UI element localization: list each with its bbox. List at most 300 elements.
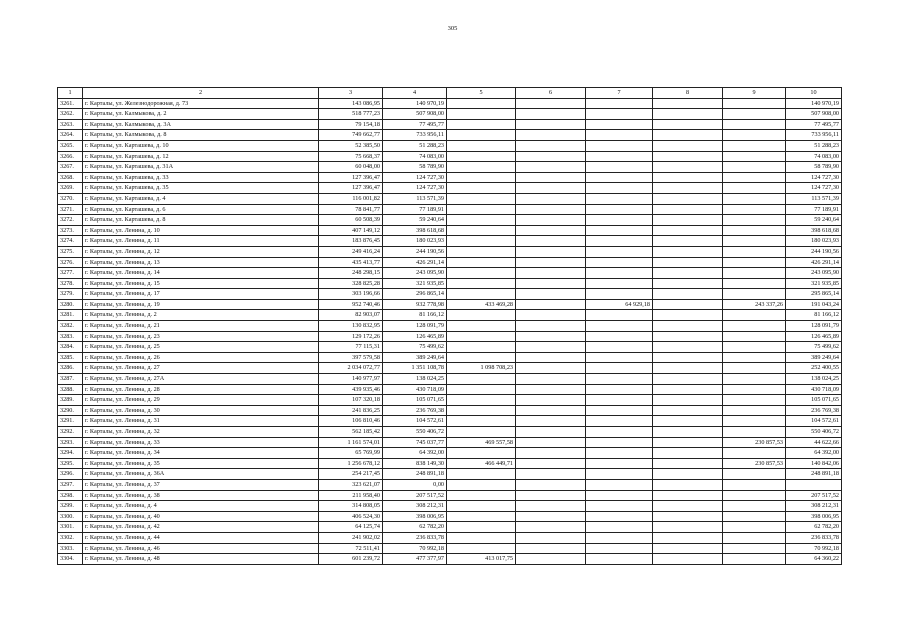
- row-number-cell: 3279.: [58, 289, 83, 300]
- value-col-5-cell: [447, 119, 516, 130]
- address-cell: г. Карталы, ул. Ленина, д. 48: [83, 554, 319, 565]
- value-col-3-cell: 72 511,41: [319, 543, 383, 554]
- address-cell: г. Карталы, ул. Ленина, д. 4: [83, 501, 319, 512]
- value-col-7-cell: [586, 374, 653, 385]
- value-col-5-cell: [447, 162, 516, 173]
- row-number-cell: 3304.: [58, 554, 83, 565]
- value-col-9-cell: [723, 543, 786, 554]
- value-col-3-cell: 82 903,07: [319, 310, 383, 321]
- address-cell: г. Карталы, ул. Ленина, д. 25: [83, 342, 319, 353]
- value-col-3-cell: 518 777,23: [319, 109, 383, 120]
- value-col-3-cell: 78 841,77: [319, 204, 383, 215]
- value-col-4-cell: 838 149,30: [383, 458, 447, 469]
- address-cell: г. Карталы, ул. Ленина, д. 15: [83, 278, 319, 289]
- row-number-cell: 3293.: [58, 437, 83, 448]
- value-col-5-cell: [447, 427, 516, 438]
- value-col-6-cell: [516, 246, 586, 257]
- table-row: [58, 458, 842, 469]
- value-col-5-cell: [447, 522, 516, 533]
- value-col-7-cell: [586, 289, 653, 300]
- value-col-4-cell: 398 006,95: [383, 511, 447, 522]
- value-col-3-cell: 1 256 678,12: [319, 458, 383, 469]
- value-col-5-cell: [447, 225, 516, 236]
- table-row: [58, 278, 842, 289]
- value-col-6-cell: [516, 543, 586, 554]
- value-col-7-cell: [586, 554, 653, 565]
- address-cell: г. Карталы, ул. Железнодорожная, д. 73: [83, 98, 319, 109]
- table-row: [58, 543, 842, 554]
- value-col-10-cell: 140 970,19: [786, 98, 842, 109]
- row-number-cell: 3263.: [58, 119, 83, 130]
- address-cell: г. Карталы, ул. Ленина, д. 13: [83, 257, 319, 268]
- value-col-9-cell: [723, 352, 786, 363]
- value-col-6-cell: [516, 130, 586, 141]
- table-row: [58, 162, 842, 173]
- value-col-4-cell: 124 727,30: [383, 172, 447, 183]
- value-col-7-cell: [586, 109, 653, 120]
- value-col-7-cell: [586, 98, 653, 109]
- value-col-4-cell: 243 095,90: [383, 268, 447, 279]
- value-col-4-cell: 389 249,64: [383, 352, 447, 363]
- value-col-9-cell: 243 337,26: [723, 299, 786, 310]
- value-col-7-cell: [586, 257, 653, 268]
- row-number-cell: 3300.: [58, 511, 83, 522]
- value-col-4-cell: 77 495,77: [383, 119, 447, 130]
- row-number-cell: 3261.: [58, 98, 83, 109]
- value-col-5-cell: [447, 151, 516, 162]
- value-col-3-cell: 127 396,47: [319, 183, 383, 194]
- value-col-4-cell: 59 240,64: [383, 215, 447, 226]
- value-col-6-cell: [516, 109, 586, 120]
- table-row: [58, 479, 842, 490]
- value-col-3-cell: 140 977,97: [319, 374, 383, 385]
- value-col-10-cell: 236 833,78: [786, 532, 842, 543]
- column-header-8: 8: [653, 88, 723, 99]
- row-number-cell: 3299.: [58, 501, 83, 512]
- address-cell: г. Карталы, ул. Ленина, д. 34: [83, 448, 319, 459]
- table-row: [58, 469, 842, 480]
- value-col-5-cell: [447, 268, 516, 279]
- table-row: [58, 98, 842, 109]
- value-col-10-cell: 733 956,11: [786, 130, 842, 141]
- value-col-10-cell: 398 006,95: [786, 511, 842, 522]
- value-col-4-cell: 932 778,98: [383, 299, 447, 310]
- value-col-9-cell: [723, 289, 786, 300]
- value-col-7-cell: [586, 130, 653, 141]
- table-row: [58, 236, 842, 247]
- address-cell: г. Карталы, ул. Ленина, д. 42: [83, 522, 319, 533]
- row-number-cell: 3272.: [58, 215, 83, 226]
- value-col-6-cell: [516, 427, 586, 438]
- address-cell: г. Карталы, ул. Ленина, д. 31: [83, 416, 319, 427]
- registry-table: [57, 87, 842, 565]
- value-col-9-cell: [723, 183, 786, 194]
- row-number-cell: 3297.: [58, 479, 83, 490]
- address-cell: г. Карталы, ул. Ленина, д. 38: [83, 490, 319, 501]
- value-col-9-cell: [723, 490, 786, 501]
- row-number-cell: 3271.: [58, 204, 83, 215]
- value-col-7-cell: [586, 204, 653, 215]
- value-col-9-cell: [723, 215, 786, 226]
- value-col-3-cell: 64 125,74: [319, 522, 383, 533]
- table-row: [58, 289, 842, 300]
- value-col-5-cell: [447, 384, 516, 395]
- row-number-cell: 3291.: [58, 416, 83, 427]
- value-col-5-cell: [447, 342, 516, 353]
- value-col-7-cell: [586, 501, 653, 512]
- value-col-3-cell: 406 524,30: [319, 511, 383, 522]
- value-col-8-cell: [653, 469, 723, 480]
- address-cell: г. Карталы, ул. Ленина, д. 35: [83, 458, 319, 469]
- value-col-6-cell: [516, 374, 586, 385]
- value-col-6-cell: [516, 384, 586, 395]
- row-number-cell: 3262.: [58, 109, 83, 120]
- table-row: [58, 257, 842, 268]
- value-col-3-cell: 65 769,99: [319, 448, 383, 459]
- value-col-7-cell: [586, 140, 653, 151]
- value-col-7-cell: [586, 119, 653, 130]
- value-col-4-cell: 550 406,72: [383, 427, 447, 438]
- value-col-5-cell: [447, 395, 516, 406]
- value-col-6-cell: [516, 501, 586, 512]
- value-col-8-cell: [653, 448, 723, 459]
- address-cell: г. Карталы, ул. Ленина, д. 36А: [83, 469, 319, 480]
- value-col-3-cell: 183 876,45: [319, 236, 383, 247]
- value-col-4-cell: 62 782,20: [383, 522, 447, 533]
- value-col-5-cell: 469 557,58: [447, 437, 516, 448]
- row-number-cell: 3284.: [58, 342, 83, 353]
- value-col-8-cell: [653, 193, 723, 204]
- value-col-8-cell: [653, 268, 723, 279]
- value-col-6-cell: [516, 204, 586, 215]
- value-col-6-cell: [516, 278, 586, 289]
- value-col-8-cell: [653, 162, 723, 173]
- value-col-9-cell: [723, 511, 786, 522]
- table-row: [58, 532, 842, 543]
- address-cell: г. Карталы, ул. Карташева, д. 10: [83, 140, 319, 151]
- value-col-9-cell: [723, 257, 786, 268]
- value-col-7-cell: [586, 384, 653, 395]
- value-col-5-cell: [447, 490, 516, 501]
- value-col-4-cell: 77 189,91: [383, 204, 447, 215]
- value-col-7-cell: [586, 215, 653, 226]
- value-col-9-cell: [723, 193, 786, 204]
- table-row: [58, 554, 842, 565]
- value-col-4-cell: 113 571,39: [383, 193, 447, 204]
- value-col-5-cell: [447, 98, 516, 109]
- value-col-5-cell: 1 098 708,23: [447, 363, 516, 374]
- address-cell: г. Карталы, ул. Ленина, д. 27: [83, 363, 319, 374]
- row-number-cell: 3285.: [58, 352, 83, 363]
- value-col-7-cell: [586, 458, 653, 469]
- address-cell: г. Карталы, ул. Ленина, д. 32: [83, 427, 319, 438]
- value-col-10-cell: 191 043,24: [786, 299, 842, 310]
- value-col-8-cell: [653, 511, 723, 522]
- value-col-10-cell: 236 769,38: [786, 405, 842, 416]
- value-col-3-cell: 60 508,39: [319, 215, 383, 226]
- address-cell: г. Карталы, ул. Калмыкова, д. 3А: [83, 119, 319, 130]
- value-col-10-cell: 64 360,22: [786, 554, 842, 565]
- value-col-8-cell: [653, 374, 723, 385]
- value-col-6-cell: [516, 236, 586, 247]
- value-col-4-cell: 51 288,23: [383, 140, 447, 151]
- value-col-8-cell: [653, 384, 723, 395]
- address-cell: г. Карталы, ул. Карташева, д. 35: [83, 183, 319, 194]
- value-col-7-cell: [586, 437, 653, 448]
- value-col-8-cell: [653, 225, 723, 236]
- value-col-7-cell: [586, 363, 653, 374]
- value-col-8-cell: [653, 437, 723, 448]
- value-col-7-cell: [586, 310, 653, 321]
- address-cell: г. Карталы, ул. Ленина, д. 30: [83, 405, 319, 416]
- value-col-4-cell: 74 083,00: [383, 151, 447, 162]
- value-col-4-cell: 138 024,25: [383, 374, 447, 385]
- value-col-5-cell: [447, 257, 516, 268]
- value-col-6-cell: [516, 289, 586, 300]
- value-col-3-cell: 314 808,05: [319, 501, 383, 512]
- value-col-9-cell: [723, 395, 786, 406]
- value-col-5-cell: [447, 501, 516, 512]
- table-row: [58, 416, 842, 427]
- value-col-9-cell: 230 857,53: [723, 437, 786, 448]
- value-col-10-cell: 113 571,39: [786, 193, 842, 204]
- value-col-10-cell: 105 071,65: [786, 395, 842, 406]
- value-col-4-cell: 308 212,31: [383, 501, 447, 512]
- table-row: [58, 193, 842, 204]
- value-col-9-cell: [723, 172, 786, 183]
- value-col-9-cell: [723, 204, 786, 215]
- value-col-7-cell: [586, 183, 653, 194]
- value-col-10-cell: 104 572,61: [786, 416, 842, 427]
- value-col-5-cell: [447, 543, 516, 554]
- column-header-1: 1: [58, 88, 83, 99]
- value-col-7-cell: [586, 342, 653, 353]
- value-col-9-cell: [723, 236, 786, 247]
- value-col-9-cell: [723, 310, 786, 321]
- value-col-8-cell: [653, 479, 723, 490]
- value-col-3-cell: 439 935,46: [319, 384, 383, 395]
- value-col-9-cell: [723, 384, 786, 395]
- value-col-7-cell: [586, 522, 653, 533]
- table-row: [58, 395, 842, 406]
- value-col-8-cell: [653, 299, 723, 310]
- value-col-5-cell: [447, 204, 516, 215]
- table-row: [58, 109, 842, 120]
- value-col-8-cell: [653, 458, 723, 469]
- value-col-8-cell: [653, 257, 723, 268]
- value-col-8-cell: [653, 342, 723, 353]
- value-col-7-cell: [586, 172, 653, 183]
- address-cell: г. Карталы, ул. Ленина, д. 23: [83, 331, 319, 342]
- address-cell: г. Карталы, ул. Ленина, д. 17: [83, 289, 319, 300]
- value-col-4-cell: 75 499,62: [383, 342, 447, 353]
- value-col-10-cell: 389 249,64: [786, 352, 842, 363]
- value-col-7-cell: [586, 331, 653, 342]
- value-col-10-cell: 180 023,93: [786, 236, 842, 247]
- value-col-6-cell: [516, 119, 586, 130]
- address-cell: г. Карталы, ул. Карташева, д. 31А: [83, 162, 319, 173]
- value-col-5-cell: [447, 236, 516, 247]
- value-col-4-cell: 105 071,65: [383, 395, 447, 406]
- address-cell: г. Карталы, ул. Ленина, д. 27А: [83, 374, 319, 385]
- table-row: [58, 490, 842, 501]
- value-col-7-cell: [586, 278, 653, 289]
- row-number-cell: 3298.: [58, 490, 83, 501]
- value-col-4-cell: 128 091,79: [383, 321, 447, 332]
- table-row: [58, 522, 842, 533]
- value-col-9-cell: [723, 427, 786, 438]
- value-col-8-cell: [653, 352, 723, 363]
- value-col-6-cell: [516, 98, 586, 109]
- value-col-7-cell: [586, 193, 653, 204]
- value-col-4-cell: 398 618,68: [383, 225, 447, 236]
- value-col-5-cell: [447, 321, 516, 332]
- row-number-cell: 3288.: [58, 384, 83, 395]
- value-col-7-cell: [586, 490, 653, 501]
- value-col-10-cell: 77 495,77: [786, 119, 842, 130]
- value-col-9-cell: [723, 268, 786, 279]
- address-cell: г. Карталы, ул. Ленина, д. 12: [83, 246, 319, 257]
- value-col-3-cell: 2 034 072,77: [319, 363, 383, 374]
- value-col-8-cell: [653, 278, 723, 289]
- value-col-4-cell: 430 718,09: [383, 384, 447, 395]
- value-col-7-cell: [586, 395, 653, 406]
- value-col-8-cell: [653, 405, 723, 416]
- value-col-9-cell: [723, 130, 786, 141]
- value-col-7-cell: [586, 352, 653, 363]
- address-cell: г. Карталы, ул. Ленина, д. 26: [83, 352, 319, 363]
- row-number-cell: 3270.: [58, 193, 83, 204]
- address-cell: г. Карталы, ул. Ленина, д. 44: [83, 532, 319, 543]
- table-row: [58, 352, 842, 363]
- value-col-10-cell: 507 908,00: [786, 109, 842, 120]
- address-cell: г. Карталы, ул. Ленина, д. 11: [83, 236, 319, 247]
- value-col-8-cell: [653, 532, 723, 543]
- row-number-cell: 3290.: [58, 405, 83, 416]
- value-col-9-cell: [723, 522, 786, 533]
- value-col-8-cell: [653, 151, 723, 162]
- value-col-9-cell: [723, 405, 786, 416]
- value-col-9-cell: [723, 331, 786, 342]
- value-col-6-cell: [516, 172, 586, 183]
- address-cell: г. Карталы, ул. Карташева, д. 6: [83, 204, 319, 215]
- value-col-4-cell: 236 769,38: [383, 405, 447, 416]
- value-col-10-cell: 70 992,18: [786, 543, 842, 554]
- table-row: [58, 501, 842, 512]
- row-number-cell: 3276.: [58, 257, 83, 268]
- value-col-3-cell: 407 149,12: [319, 225, 383, 236]
- value-col-10-cell: 44 622,66: [786, 437, 842, 448]
- value-col-7-cell: [586, 532, 653, 543]
- table-body: [58, 98, 842, 564]
- value-col-4-cell: 296 865,14: [383, 289, 447, 300]
- value-col-5-cell: [447, 352, 516, 363]
- value-col-9-cell: [723, 342, 786, 353]
- value-col-5-cell: [447, 246, 516, 257]
- value-col-7-cell: [586, 225, 653, 236]
- value-col-5-cell: [447, 130, 516, 141]
- value-col-10-cell: 58 789,90: [786, 162, 842, 173]
- value-col-3-cell: 323 621,07: [319, 479, 383, 490]
- value-col-8-cell: [653, 427, 723, 438]
- table-row: [58, 119, 842, 130]
- value-col-3-cell: 601 239,72: [319, 554, 383, 565]
- value-col-5-cell: [447, 193, 516, 204]
- value-col-3-cell: 211 958,40: [319, 490, 383, 501]
- value-col-5-cell: [447, 469, 516, 480]
- value-col-8-cell: [653, 395, 723, 406]
- value-col-10-cell: 550 406,72: [786, 427, 842, 438]
- value-col-7-cell: [586, 268, 653, 279]
- row-number-cell: 3266.: [58, 151, 83, 162]
- value-col-9-cell: 230 857,53: [723, 458, 786, 469]
- table-row: [58, 215, 842, 226]
- address-cell: г. Карталы, ул. Ленина, д. 10: [83, 225, 319, 236]
- table-row: [58, 427, 842, 438]
- row-number-cell: 3277.: [58, 268, 83, 279]
- value-col-5-cell: [447, 140, 516, 151]
- value-col-4-cell: 0,00: [383, 479, 447, 490]
- value-col-4-cell: 81 166,12: [383, 310, 447, 321]
- value-col-8-cell: [653, 416, 723, 427]
- value-col-7-cell: [586, 162, 653, 173]
- value-col-6-cell: [516, 268, 586, 279]
- value-col-3-cell: 106 810,46: [319, 416, 383, 427]
- value-col-8-cell: [653, 215, 723, 226]
- row-number-cell: 3282.: [58, 321, 83, 332]
- value-col-8-cell: [653, 246, 723, 257]
- value-col-9-cell: [723, 469, 786, 480]
- address-cell: г. Карталы, ул. Карташева, д. 12: [83, 151, 319, 162]
- value-col-9-cell: [723, 278, 786, 289]
- value-col-5-cell: [447, 310, 516, 321]
- row-number-cell: 3289.: [58, 395, 83, 406]
- value-col-8-cell: [653, 98, 723, 109]
- table-row: [58, 437, 842, 448]
- value-col-10-cell: 124 727,30: [786, 172, 842, 183]
- table-row: [58, 204, 842, 215]
- value-col-10-cell: 62 782,20: [786, 522, 842, 533]
- value-col-3-cell: 241 836,25: [319, 405, 383, 416]
- address-cell: г. Карталы, ул. Ленина, д. 21: [83, 321, 319, 332]
- value-col-8-cell: [653, 109, 723, 120]
- column-header-6: 6: [516, 88, 586, 99]
- value-col-4-cell: 207 517,52: [383, 490, 447, 501]
- value-col-3-cell: 143 086,95: [319, 98, 383, 109]
- value-col-10-cell: 74 083,00: [786, 151, 842, 162]
- value-col-9-cell: [723, 119, 786, 130]
- value-col-10-cell: 75 499,62: [786, 342, 842, 353]
- address-cell: г. Карталы, ул. Калмыкова, д. 2: [83, 109, 319, 120]
- row-number-cell: 3295.: [58, 458, 83, 469]
- row-number-cell: 3274.: [58, 236, 83, 247]
- value-col-6-cell: [516, 140, 586, 151]
- value-col-8-cell: [653, 289, 723, 300]
- value-col-10-cell: 138 024,25: [786, 374, 842, 385]
- column-header-5: 5: [447, 88, 516, 99]
- value-col-4-cell: 244 190,56: [383, 246, 447, 257]
- value-col-9-cell: [723, 140, 786, 151]
- value-col-10-cell: 126 465,89: [786, 331, 842, 342]
- value-col-10-cell: 308 212,31: [786, 501, 842, 512]
- table-row: [58, 183, 842, 194]
- value-col-7-cell: [586, 448, 653, 459]
- value-col-3-cell: 1 161 574,01: [319, 437, 383, 448]
- row-number-cell: 3303.: [58, 543, 83, 554]
- value-col-6-cell: [516, 511, 586, 522]
- value-col-4-cell: 477 377,97: [383, 554, 447, 565]
- value-col-8-cell: [653, 543, 723, 554]
